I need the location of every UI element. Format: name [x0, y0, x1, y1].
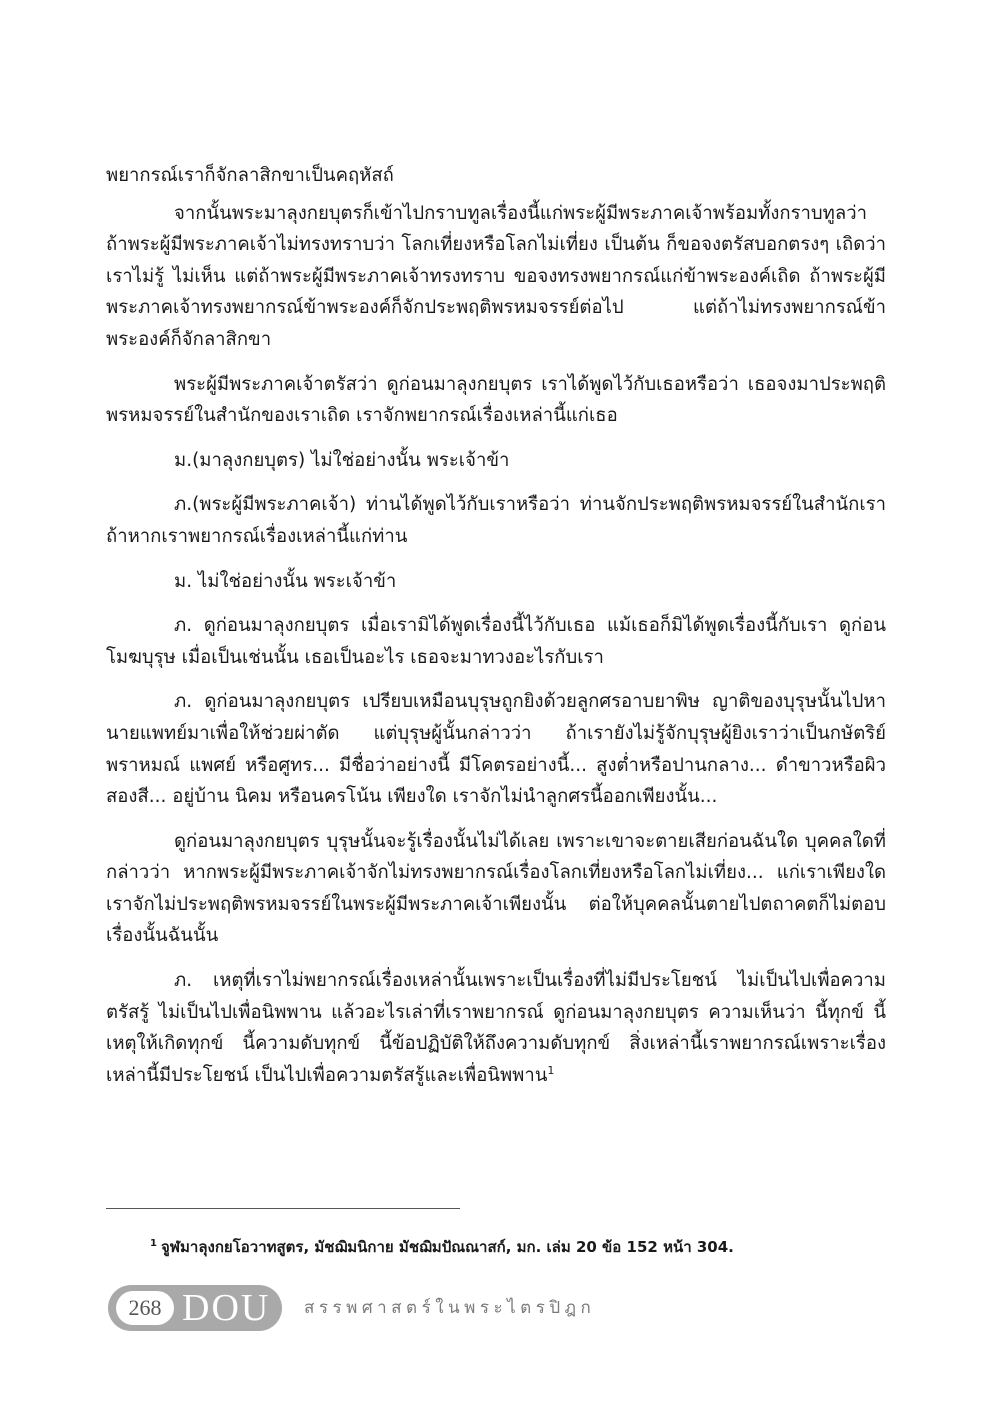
paragraph-ma-reply-2: ม. ไม่ใช่อย่างนั้น พระเจ้าข้า — [174, 570, 397, 592]
page-footer — [108, 1285, 595, 1331]
paragraph-poisoned-arrow: ภ. ดูก่อนมาลุงกยบุตร เปรียบเหมือนบุรุษถูกยิงด้วยลูกศรอาบยาพิษ ญาติของบุรุษนั้นไปหานายแพทย์มาเพื่อให้ช่วยผ่าตัด แต่บุรุษผู้นั้นกล่าวว่า ถ้าเรายังไม่รู้จักบุรุษผู้ยิงเราว่าเป็นกษัตริย์ พราหมณ์ แพศย์ หรือศูทร... มีชื่อว่าอย่างนี้ มีโคตรอย่างนี้... สูงต่ำหรือปานกลาง... ดำขาวหรือผิวสองสี... อยู่บ้าน นิคม หรือนครโน้น เพียงใด เราจักไม่นำลูกศรนี้ออกเพียงนั้น... — [106, 691, 886, 808]
paragraph-buddha-question: พระผู้มีพระภาคเจ้าตรัสว่า ดูก่อนมาลุงกยบุตร เราได้พูดไว้กับเธอหรือว่า เธอจงมาประพฤติพรหมจรรย์ในสำนักของเราเถิด เราจักพยากรณ์เรื่องเหล่านี้แก่เธอ — [106, 373, 886, 427]
paragraph-four-truths-text: ภ. เหตุที่เราไม่พยากรณ์เรื่องเหล่านั้นเพราะเป็นเรื่องที่ไม่มีประโยชน์ ไม่เป็นไปเพื่อความตรัสรู้ ไม่เป็นไปเพื่อนิพพาน แล้วอะไรเล่าที่เราพยากรณ์ ดูก่อนมาลุงกยบุตร ความเห็นว่า นี้ทุกข์ นี้เหตุให้เกิดทุกข์ นี้ความดับทุกข์ นี้ข้อปฏิบัติให้ถึงความดับทุกข์ สิ่งเหล่านี้เราพยากรณ์เพราะเรื่องเหล่านี้มีประโยชน์ เป็นไปเพื่อความตรัสรู้และเพื่อนิพพาน — [106, 970, 886, 1086]
paragraph-arrow-conclusion: ดูก่อนมาลุงกยบุตร บุรุษนั้นจะรู้เรื่องนั้นไม่ได้เลย เพราะเขาจะตายเสียก่อนฉันใด บุคคลใดที่กล่าวว่า หากพระผู้มีพระภาคเจ้าจักไม่ทรงพยากรณ์เรื่องโลกเที่ยงหรือโลกไม่เที่ยง... แก่เราเพียงใด เราจักไม่ประพฤติพรหมจรรย์ในพระผู้มีพระภาคเจ้าเพียงนั้น ต่อให้บุคคลนั้นตายไปตถาคตก็ไม่ตอบเรื่องนั้นฉันนั้น — [106, 830, 886, 947]
paragraph-continuation: พยากรณ์เราก็จักลาสิกขาเป็นคฤหัสถ์ — [106, 165, 394, 186]
page-body — [106, 160, 886, 1091]
footer-badge — [108, 1285, 282, 1331]
course-title: สรรพศาสตร์ในพระไตรปิฎก — [304, 1298, 596, 1318]
paragraph-ma-reply-1: ม.(มาลุงกยบุตร) ไม่ใช่อย่างนั้น พระเจ้าข้า — [174, 449, 510, 471]
paragraph-four-truths — [106, 965, 886, 1091]
page-number: 268 — [116, 1291, 174, 1325]
footnote-text: จูฬมาลุงกยโอวาทสูตร, มัชฌิมนิกาย มัชฌิมปัณณาสก์, มก. เล่ม 20 ข้อ 152 หน้า 304. — [160, 1238, 734, 1256]
brand-logo-text: DOU — [182, 1287, 271, 1329]
footnote-divider — [106, 1208, 460, 1209]
footnote-reference[interactable]: 1 — [547, 1063, 555, 1077]
paragraph-bha-question-2: ภ.(พระผู้มีพระภาคเจ้า) ท่านได้พูดไว้กับเราหรือว่า ท่านจักประพฤติพรหมจรรย์ในสำนักเรา ถ้าหากเราพยากรณ์เรื่องเหล่านี้แก่ท่าน — [106, 494, 886, 547]
footnote — [150, 1236, 890, 1258]
footnote-mark: 1 — [150, 1238, 157, 1249]
paragraph-maluṅkyaputta-request: จากนั้นพระมาลุงกยบุตรก็เข้าไปกราบทูลเรื่องนี้แก่พระผู้มีพระภาคเจ้าพร้อมทั้งกราบทูลว่า ถ้าพระผู้มีพระภาคเจ้าไม่ทรงทราบว่า โลกเที่ยงหรือโลกไม่เที่ยง เป็นต้น ก็ขอจงตรัสบอกตรงๆ เถิดว่า เราไม่รู้ ไม่เห็น แต่ถ้าพระผู้มีพระภาคเจ้าทรงทราบ ขอจงทรงพยากรณ์แก่ข้าพระองค์เถิด ถ้าพระผู้มีพระภาคเจ้าทรงพยากรณ์ข้าพระองค์ก็จักประพฤติพรหมจรรย์ต่อไป แต่ถ้าไม่ทรงพยากรณ์ข้าพระองค์ก็จักลาสิกขา — [106, 202, 886, 350]
paragraph-bha-rebuke: ภ. ดูก่อนมาลุงกยบุตร เมื่อเรามิได้พูดเรื่องนี้ไว้กับเธอ แม้เธอก็มิได้พูดเรื่องนี้กับเรา ดูก่อนโมฆบุรุษ เมื่อเป็นเช่นนั้น เธอเป็นอะไร เธอจะมาทวงอะไรกับเรา — [106, 615, 886, 668]
